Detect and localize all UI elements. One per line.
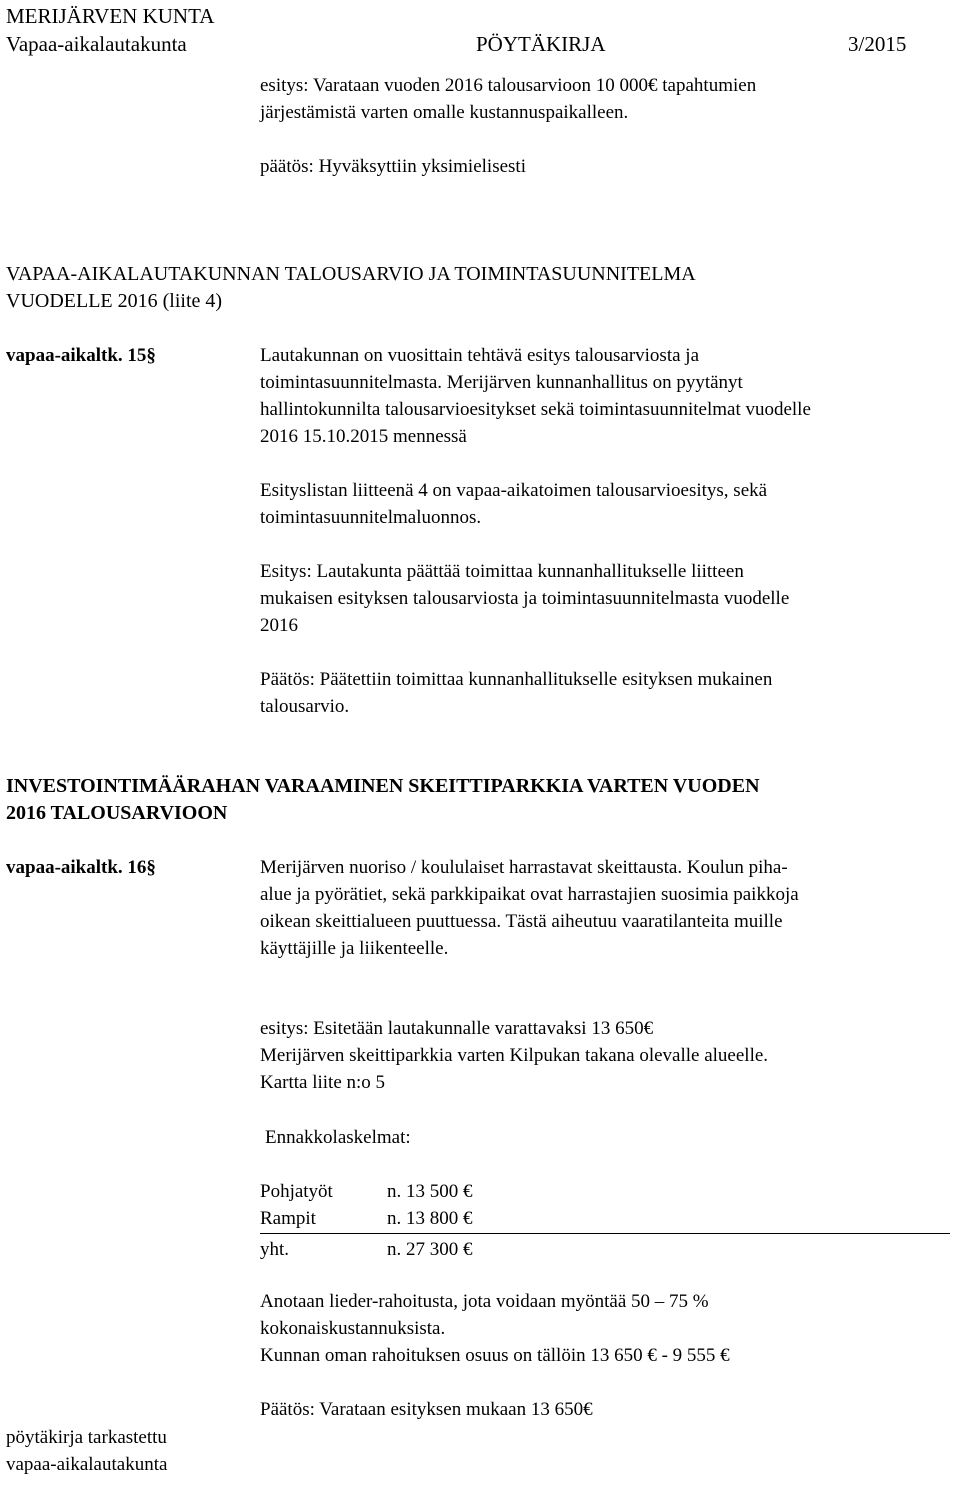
top-proposal: [260, 72, 756, 126]
section1-p1-line-1: Lautakunnan on vuosittain tehtävä esitys talousarviosta ja: [260, 345, 700, 366]
section2-title: [6, 773, 760, 827]
section1-p2-line-2: toimintasuunnitelmaluonnos.: [260, 507, 482, 528]
section1-p1-line-3: hallintokunnilta talousarvioesitykset sekä toimintasuunnitelmat vuodelle: [260, 399, 811, 420]
section1-paragraph-4: [260, 666, 772, 720]
section2-p1-line-4: käyttäjille ja liikenteelle.: [260, 938, 449, 959]
section2-reference: vapaa-aikaltk. 16§: [6, 857, 156, 878]
section2-proposal-line-1: esitys: Esitetään lautakunnalle varattavaksi 13 650€: [260, 1018, 654, 1039]
document-number: 3/2015: [848, 32, 907, 56]
section1-p2-line-1: Esityslistan liitteenä 4 on vapaa-aikatoimen talousarvioesitys, sekä: [260, 480, 768, 501]
section1-title-line-1: VAPAA-AIKALAUTAKUNNAN TALOUSARVIO JA TOIMINTASUUNNITELMA: [6, 263, 696, 285]
section2-funding-line-2: kokonaiskustannuksista.: [260, 1318, 446, 1339]
section2-p1-line-3: oikean skeittialueen puuttuessa. Tästä aiheutuu vaaratilanteita muille: [260, 911, 783, 932]
section2-funding-line-1: Anotaan lieder-rahoitusta, jota voidaan myöntää 50 – 75 %: [260, 1291, 709, 1312]
section1-paragraph-3: [260, 558, 789, 639]
section1-title: [6, 261, 696, 315]
section1-p3-line-2: mukaisen esityksen talousarviosta ja toimintasuunnitelmasta vuodelle: [260, 588, 790, 609]
board-name: Vapaa-aikalautakunta: [6, 32, 187, 56]
estimate-label: yht.: [260, 1239, 290, 1260]
section1-p1-line-4: 2016 15.10.2015 mennessä: [260, 426, 467, 447]
section2-funding: [260, 1288, 730, 1369]
top-proposal-line-1: esitys: Varataan vuoden 2016 talousarvioon 10 000€ tapahtumien: [260, 75, 757, 96]
footer-line-2: vapaa-aikalautakunta: [6, 1454, 168, 1475]
section2-decision: Päätös: Varataan esityksen mukaan 13 650€: [260, 1399, 593, 1420]
estimate-row: [260, 1178, 473, 1205]
section1-p1-line-2: toimintasuunnitelmasta. Merijärven kunnanhallitus on pyytänyt: [260, 372, 743, 393]
municipality-name: MERIJÄRVEN KUNTA: [6, 4, 215, 28]
estimates-title: Ennakkolaskelmat:: [265, 1127, 411, 1148]
top-proposal-line-2: järjestämistä varten omalle kustannuspaikalleen.: [260, 102, 629, 123]
section2-funding-line-3: Kunnan oman rahoituksen osuus on tällöin 13 650 € - 9 555 €: [260, 1345, 730, 1366]
section2-p1-line-2: alue ja pyörätiet, sekä parkkipaikat ovat harrastajien suosimia paikkoja: [260, 884, 799, 905]
section2-proposal-line-2: Merijärven skeittiparkkia varten Kilpukan takana olevalle alueelle.: [260, 1045, 769, 1066]
section2-title-line-1: INVESTOINTIMÄÄRAHAN VARAAMINEN SKEITTIPARKKIA VARTEN VUODEN: [6, 775, 760, 797]
estimates-table: [260, 1178, 473, 1263]
section2-title-line-2: 2016 TALOUSARVIOON: [6, 802, 228, 824]
page-footer: [6, 1424, 167, 1478]
estimate-label: Pohjatyöt: [260, 1181, 333, 1202]
section1-p4-line-2: talousarvio.: [260, 696, 350, 717]
section1-p4-line-1: Päätös: Päätettiin toimittaa kunnanhallitukselle esityksen mukainen: [260, 669, 773, 690]
section1-paragraph-2: [260, 477, 767, 531]
section1-p3-line-3: 2016: [260, 615, 298, 636]
footer-line-1: pöytäkirja tarkastettu: [6, 1427, 167, 1448]
section2-p1-line-1: Merijärven nuoriso / koululaiset harrastavat skeittausta. Koulun piha-: [260, 857, 788, 878]
sum-divider: [260, 1233, 950, 1234]
section1-reference: vapaa-aikaltk. 15§: [6, 345, 156, 366]
estimate-row: [260, 1205, 473, 1232]
section2-proposal-line-3: Kartta liite n:o 5: [260, 1072, 386, 1093]
section2-proposal: [260, 1015, 768, 1096]
estimate-amount: n. 13 800 €: [387, 1208, 473, 1229]
estimate-label: Rampit: [260, 1208, 316, 1229]
section1-p3-line-1: Esitys: Lautakunta päättää toimittaa kunnanhallitukselle liitteen: [260, 561, 744, 582]
estimate-amount: n. 27 300 €: [387, 1239, 473, 1260]
section1-title-line-2: VUODELLE 2016 (liite 4): [6, 290, 223, 312]
document-type: PÖYTÄKIRJA: [476, 32, 606, 56]
section1-paragraph-1: [260, 342, 811, 450]
top-decision: päätös: Hyväksyttiin yksimielisesti: [260, 156, 526, 177]
estimate-row: [260, 1232, 473, 1263]
section2-paragraph-1: [260, 854, 799, 962]
estimate-amount: n. 13 500 €: [387, 1181, 473, 1202]
